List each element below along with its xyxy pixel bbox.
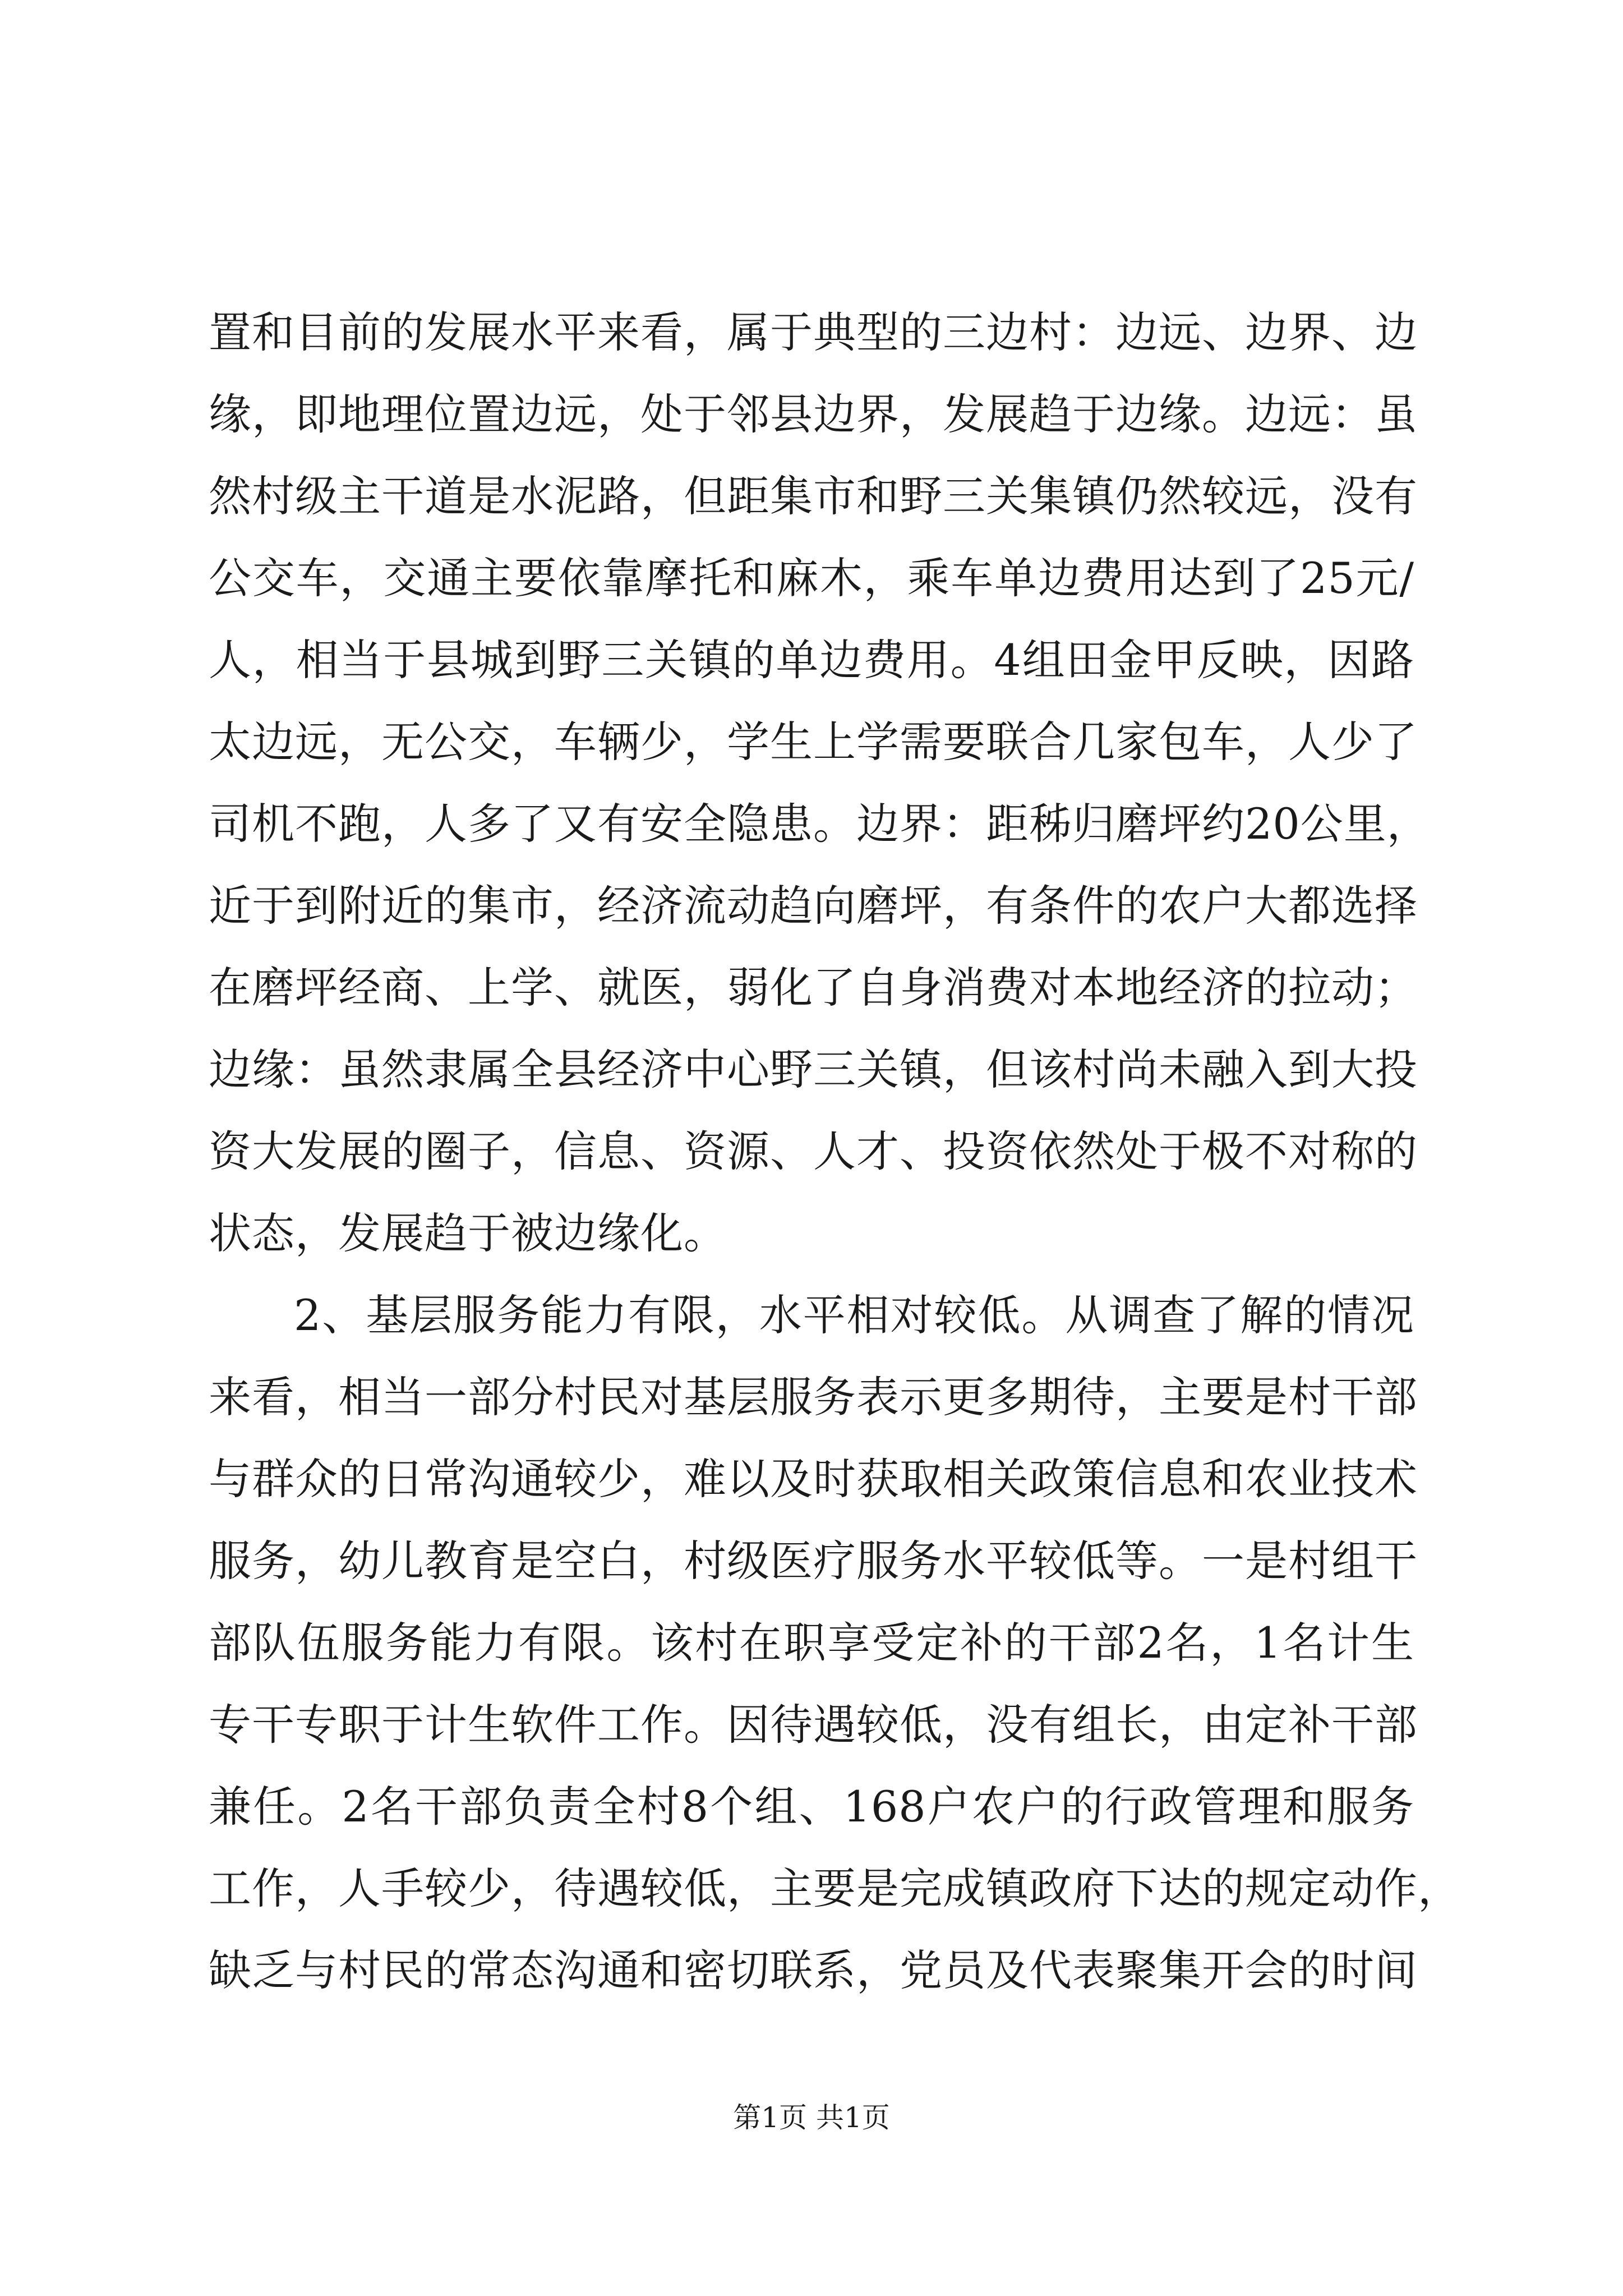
text-line: 近于到附近的集市，经济流动趋向磨坪，有条件的农户大都选择 [209,881,1418,931]
paragraph [209,292,1430,1274]
document-body [209,292,1461,2012]
text-line: 专干专职于计生软件工作。因待遇较低，没有组长，由定补干部 [209,1700,1418,1750]
text-line: 缘，即地理位置边远，处于邻县边界，发展趋于边缘。边远：虽 [209,389,1418,439]
text-line: 太边远，无公交，车辆少，学生上学需要联合几家包车，人少了 [209,717,1418,767]
page-number: 第1页 共1页 [733,2101,890,2134]
text-line: 兼任。2名干部负责全村8个组、168户农户的行政管理和服务 [209,1782,1414,1832]
text-line: 2、基层服务能力有限，水平相对较低。从调查了解的情况 [294,1290,1414,1340]
text-line: 然村级主干道是水泥路，但距集市和野三关集镇仍然较远，没有 [209,471,1418,521]
text-line: 在磨坪经商、上学、就医，弱化了自身消费对本地经济的拉动； [209,963,1418,1013]
text-line: 置和目前的发展水平来看，属于典型的三边村：边远、边界、边 [209,307,1418,357]
text-line: 来看，相当一部分村民对基层服务表示更多期待，主要是村干部 [209,1372,1418,1422]
text-line: 缺乏与村民的常态沟通和密切联系，党员及代表聚集开会的时间 [209,1945,1418,1995]
text-line: 边缘：虽然隶属全县经济中心野三关镇，但该村尚未融入到大投 [209,1045,1418,1094]
text-line: 司机不跑，人多了又有安全隐患。边界：距秭归磨坪约20公里， [209,799,1430,849]
text-line: 公交车，交通主要依靠摩托和麻木，乘车单边费用达到了25元/ [209,553,1414,603]
text-line: 与群众的日常沟通较少，难以及时获取相关政策信息和农业技术 [209,1454,1418,1504]
page-footer [0,2098,1623,2137]
text-line: 部队伍服务能力有限。该村在职享受定补的干部2名，1名计生 [209,1618,1414,1668]
text-line: 工作，人手较少，待遇较低，主要是完成镇政府下达的规定动作， [209,1864,1461,1913]
text-line: 服务，幼儿教育是空白，村级医疗服务水平较低等。一是村组干 [209,1536,1418,1586]
text-line: 资大发展的圈子，信息、资源、人才、投资依然处于极不对称的 [209,1126,1418,1176]
text-line: 人，相当于县城到野三关镇的单边费用。4组田金甲反映，因路 [209,635,1414,685]
paragraph [209,1274,1461,2012]
text-line: 状态，发展趋于被边缘化。 [209,1208,727,1258]
